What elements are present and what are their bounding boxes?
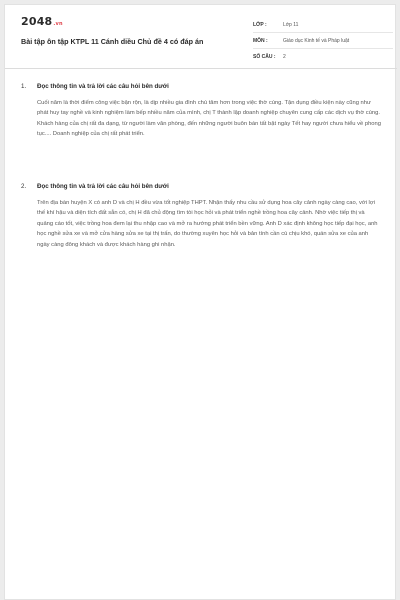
site-logo[interactable] <box>21 15 63 28</box>
meta-count-label: SỐ CÂU : <box>253 54 276 60</box>
document-title: Bài tập ôn tập KTPL 11 Cánh diều Chủ đề 4 có đáp án <box>21 37 204 46</box>
document-meta <box>253 17 393 65</box>
question-2-prompt: Đọc thông tin và trả lời các câu hỏi bên dưới <box>37 183 169 190</box>
meta-grade-label: LỚP : <box>253 21 267 28</box>
document-header <box>5 5 397 69</box>
question-2-text: Trên địa bàn huyện X có anh D và chị H đều vừa tốt nghiệp THPT. Nhận thấy nhu cầu sử dụng hoa cây cảnh ngày càng cao, với lợi thế khí hậu và diện tích đất sẵn có, chị H đã chủ động tìm tòi học hỏi và phát triển nghề trồng hoa cây cảnh. Nhờ việc tiếp thị và quảng cáo tốt, việc trồng hoa đem lại thu nhập cao và mở ra hướng phát triển bền vững. Anh D xác định không học tiếp đại học, anh học nghề sửa xe và mở cửa hàng sửa xe tại thị trấn, do thường xuyên học hỏi và bản tính cần cù chịu khó, quán sửa xe của anh ngày càng đông khách và được khách hàng ghi nhận. <box>37 200 378 248</box>
question-1-prompt: Đọc thông tin và trả lời các câu hỏi bên dưới <box>37 83 169 90</box>
logo-domain: .vn <box>53 21 63 27</box>
question-2-header <box>21 183 381 190</box>
logo-main: 2048 <box>21 15 53 28</box>
question-1 <box>21 83 381 140</box>
meta-count-row <box>253 49 393 65</box>
document-page <box>4 4 396 600</box>
meta-grade-row <box>253 17 393 33</box>
meta-subject-label: MÔN : <box>253 37 268 44</box>
meta-grade-value: Lớp 11 <box>283 21 299 28</box>
meta-count-value: 2 <box>283 54 286 60</box>
question-2-number: 2. <box>21 183 27 190</box>
question-2 <box>21 183 381 250</box>
question-1-text: Cuối năm là thời điểm công việc bận rộn, là dịp nhiều gia đình chú tâm hơn trong việc thờ cúng. Tận dụng điều kiện này cũng như phát huy tay nghề và kinh nghiệm làm bếp nhiều năm của mình, chị T thành lập doanh nghiệp chuyên cung cấp các dịch vụ thờ cúng. Khách hàng của chị rất đa dạng, từ người làm văn phòng, đến những người buôn bán tất bật ngày Tết hay người chưa hiểu về phong tục.... Doanh nghiệp của chị rất phát triển. <box>37 100 381 138</box>
question-1-number: 1. <box>21 83 27 90</box>
question-1-header <box>21 83 381 90</box>
meta-subject-row <box>253 33 393 49</box>
meta-subject-value: Giáo dục Kinh tế và Pháp luật <box>283 37 350 44</box>
